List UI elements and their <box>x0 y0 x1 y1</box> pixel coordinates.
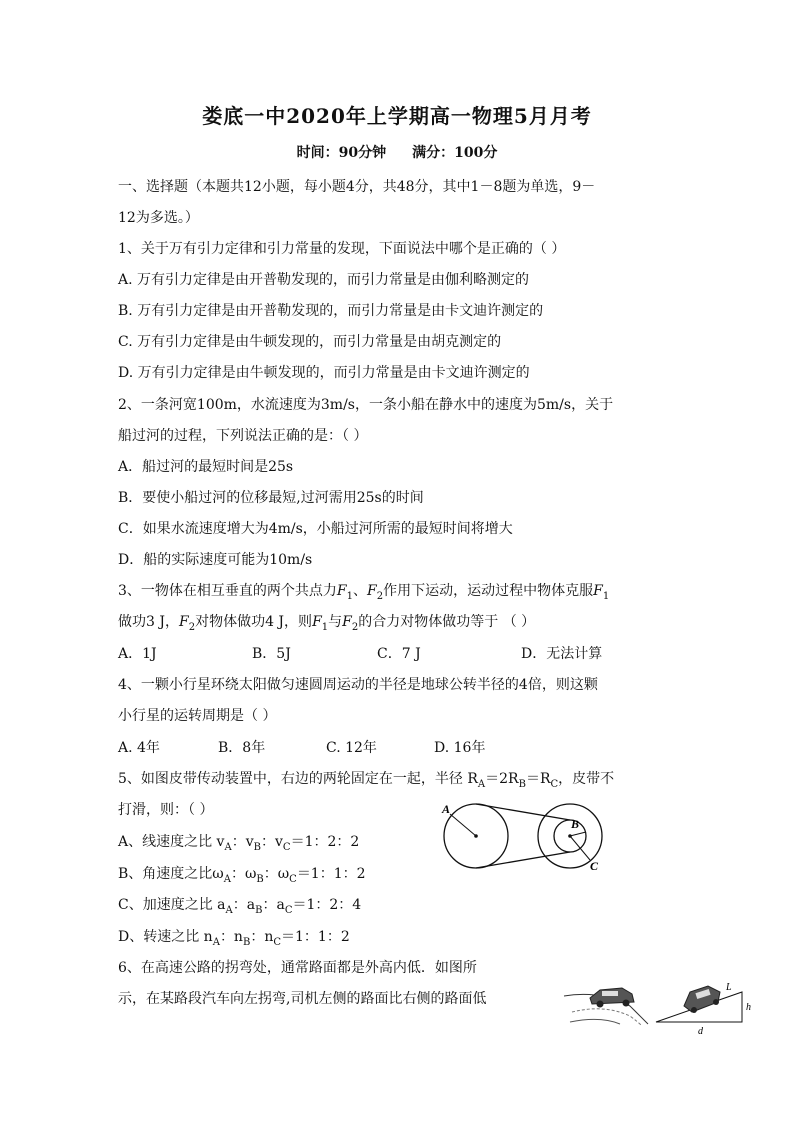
q5-option-c: C、加速度之比 $a_A$：$a_B$：$a_C=1$：2：4 <box>118 897 362 916</box>
section-heading-line1: 一、选择题（本题共12小题，每小题4分，共48分，其中1－8题为单选，9－ <box>118 179 596 195</box>
q2-stem-line2: 船过河的过程，下列说法正确的是：（ ） <box>118 428 368 444</box>
q1-stem: 1、关于万有引力定律和引力常量的发现，下面说法中哪个是正确的（ ） <box>118 241 566 257</box>
q4-options <box>118 737 485 757</box>
banked-road-figure <box>560 972 760 1038</box>
q4-option-a: A. 4年 <box>118 740 160 756</box>
center-a <box>474 834 478 838</box>
belt-bottom <box>476 852 570 868</box>
label-a: A <box>442 802 451 816</box>
q4-option-c: C. 12年 <box>326 740 377 756</box>
exam-title: 娄底一中2020年上学期高一物理5月月考 <box>202 104 592 128</box>
label-d: d <box>698 1026 703 1037</box>
road-center <box>572 1009 642 1026</box>
q2-option-d: D．船的实际速度可能为10m/s <box>118 552 313 568</box>
q2-option-a: A．船过河的最短时间是25s <box>118 459 294 475</box>
exam-subtitle <box>0 142 794 162</box>
radius-b <box>570 832 586 836</box>
q3-option-a: A．1J <box>118 646 157 662</box>
center-b <box>568 834 572 838</box>
q5-option-d: D、转速之比 $n_A$：$n_B$：$n_C=1$：1：2 <box>118 929 350 948</box>
q3-stem-line2: 做功3 J，$F_2$对物体做功4 J，则$F_1$与$F_2$的合力对物体做功等于 （ ） <box>118 614 536 633</box>
car-right-icon <box>684 986 720 1013</box>
q4-stem-line2: 小行星的运转周期是（ ） <box>118 708 277 724</box>
radius-c <box>570 836 590 860</box>
section-heading-line2: 12为多选。） <box>118 210 199 226</box>
q4-option-b: B．8年 <box>218 740 266 756</box>
q3-option-b: B．5J <box>252 646 291 662</box>
car-left-icon <box>590 988 634 1008</box>
q2-option-c: C．如果水流速度增大为4m/s，小船过河所需的最短时间将增大 <box>118 521 513 537</box>
q5-stem-line1: 5、如图皮带传动装置中，右边的两轮固定在一起，半径 $R_A=2R_B=R_C$，皮带不 <box>118 771 615 790</box>
label-c: C <box>590 859 599 873</box>
q3-option-c: C．7 J <box>377 646 421 662</box>
exam-score: 满分：100分 <box>412 145 498 161</box>
label-b: B <box>571 817 580 831</box>
q2-stem-line1: 2、一条河宽100m，水流速度为3m/s，一条小船在静水中的速度为5m/s，关于 <box>118 397 614 413</box>
pulley-belt-figure <box>438 800 608 874</box>
q3-option-d: D．无法计算 <box>521 646 603 662</box>
q1-option-b: B. 万有引力定律是由开普勒发现的，而引力常量是由卡文迪许测定的 <box>118 303 544 319</box>
q5-stem-line2: 打滑，则：（ ） <box>118 802 214 818</box>
q6-stem-line1: 6、在高速公路的拐弯处，通常路面都是外高内低．如图所 <box>118 960 477 976</box>
road-edge-inner <box>570 1019 620 1024</box>
q4-option-d: D. 16年 <box>434 740 486 756</box>
q6-stem-line2: 示，在某路段汽车向左拐弯,司机左侧的路面比右侧的路面低 <box>118 991 487 1007</box>
radius-a <box>450 814 476 836</box>
exam-time: 时间：90分钟 <box>296 145 387 161</box>
label-h: h <box>746 1002 751 1013</box>
q5-option-a: A、线速度之比 $v_A$：$v_B$：$v_C=1$：2：2 <box>118 834 360 853</box>
q2-option-b: B．要使小船过河的位移最短,过河需用25s的时间 <box>118 490 424 506</box>
label-l: L <box>726 982 732 993</box>
q4-stem-line1: 4、一颗小行星环绕太阳做匀速圆周运动的半径是地球公转半径的4倍，则这颗 <box>118 677 598 693</box>
q3-stem-line1: 3、一物体在相互垂直的两个共点力$F_1$、$F_2$作用下运动，运动过程中物体克服$F_1$ <box>118 583 610 602</box>
q3-options <box>118 643 602 663</box>
q1-option-d: D. 万有引力定律是由牛顿发现的，而引力常量是由卡文迪许测定的 <box>118 365 530 381</box>
q1-option-c: C. 万有引力定律是由牛顿发现的，而引力常量是由胡克测定的 <box>118 334 502 350</box>
q5-option-b: B、角速度之比$\omega_A$：$\omega_B$：$\omega_C=1$：1：2 <box>118 866 366 885</box>
q1-option-a: A. 万有引力定律是由开普勒发现的，而引力常量是由伽利略测定的 <box>118 272 530 288</box>
belt-top <box>476 804 570 820</box>
